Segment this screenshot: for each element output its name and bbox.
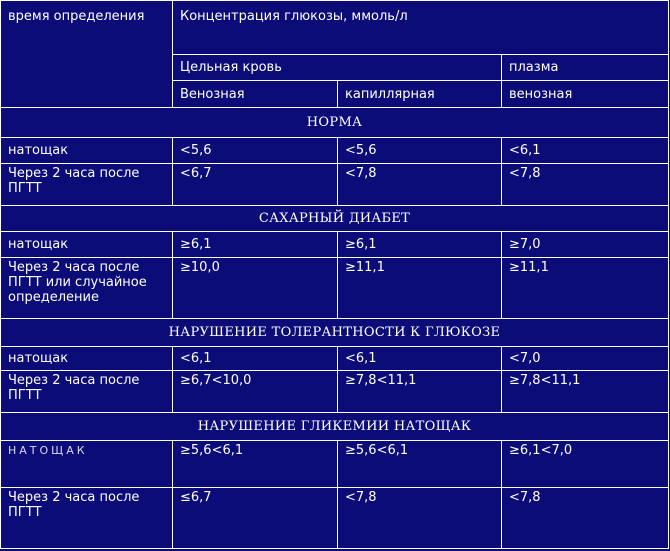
- value-venous: ≥6,7<10,0: [173, 370, 338, 412]
- value-capillary: <5,6: [338, 137, 502, 163]
- value-plasma: ≥7,0: [502, 232, 669, 258]
- value-plasma: <7,8: [502, 487, 669, 548]
- row-label: Через 2 часа после ПГТТ или случайное определение: [1, 258, 173, 318]
- value-plasma: <6,1: [502, 137, 669, 163]
- value-capillary: <7,8: [338, 163, 502, 205]
- header-plasma-venous: венозная: [502, 81, 669, 107]
- header-time-of-measurement: время определения: [1, 1, 173, 108]
- value-venous: <6,1: [173, 346, 338, 370]
- value-plasma: ≥11,1: [502, 258, 669, 318]
- value-venous: <5,6: [173, 137, 338, 163]
- value-capillary: <6,1: [338, 346, 502, 370]
- section-title: НОРМА: [1, 107, 669, 137]
- value-plasma: ≥7,8<11,1: [502, 370, 669, 412]
- value-venous: ≥10,0: [173, 258, 338, 318]
- row-label: НАТОЩАК: [1, 441, 173, 487]
- section-title: НАРУШЕНИЕ ТОЛЕРАНТНОСТИ К ГЛЮКОЗЕ: [1, 318, 669, 346]
- row-label: натощак: [1, 346, 173, 370]
- value-plasma: ≥6,1<7,0: [502, 441, 669, 487]
- value-capillary: <7,8: [338, 487, 502, 548]
- header-whole-blood: Цельная кровь: [173, 55, 502, 81]
- value-capillary: ≥6,1: [338, 232, 502, 258]
- header-plasma: плазма: [502, 55, 669, 81]
- value-capillary: ≥5,6<6,1: [338, 441, 502, 487]
- header-venous: Венозная: [173, 81, 338, 107]
- value-capillary: ≥11,1: [338, 258, 502, 318]
- section-title: САХАРНЫЙ ДИАБЕТ: [1, 206, 669, 232]
- row-label: натощак: [1, 232, 173, 258]
- row-label: Через 2 часа после ПГТТ: [1, 370, 173, 412]
- value-venous: ≤6,7: [173, 487, 338, 548]
- value-venous: ≥6,1: [173, 232, 338, 258]
- value-plasma: <7,8: [502, 163, 669, 205]
- value-capillary: ≥7,8<11,1: [338, 370, 502, 412]
- value-plasma: <7,0: [502, 346, 669, 370]
- header-capillary: капиллярная: [338, 81, 502, 107]
- value-venous: <6,7: [173, 163, 338, 205]
- row-label: Через 2 часа после ПГТТ: [1, 163, 173, 205]
- row-label: Через 2 часа после ПГТТ: [1, 487, 173, 548]
- value-venous: ≥5,6<6,1: [173, 441, 338, 487]
- header-glucose-concentration: Концентрация глюкозы, ммоль/л: [173, 1, 669, 55]
- section-title: НАРУШЕНИЕ ГЛИКЕМИИ НАТОЩАК: [1, 413, 669, 441]
- row-label: натощак: [1, 137, 173, 163]
